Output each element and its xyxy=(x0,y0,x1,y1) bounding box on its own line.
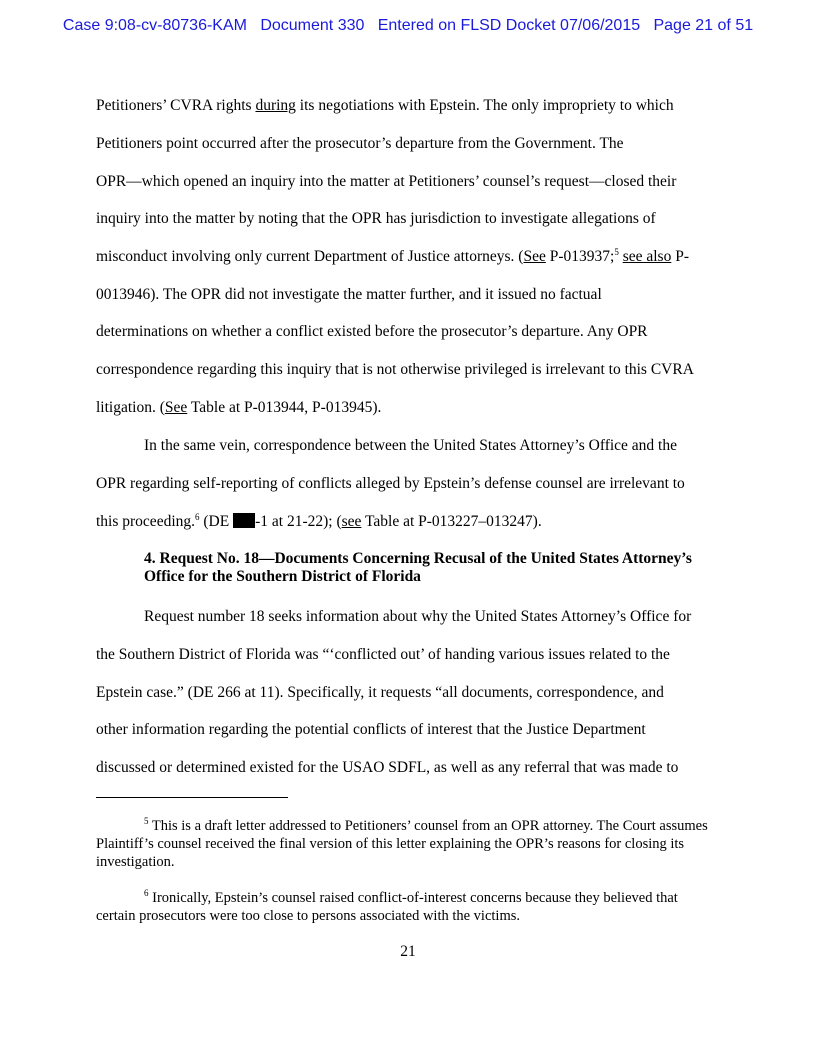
p1-line-4: inquiry into the matter by noting that the OPR has jurisdiction to investigate allegations of xyxy=(96,210,656,227)
page-number: 21 xyxy=(400,943,416,960)
redaction-block xyxy=(233,513,255,528)
footnote-ref-5: 5 xyxy=(614,247,619,257)
p3-line-5: discussed or determined existed for the USAO SDFL, as well as any referral that was made to xyxy=(96,759,679,776)
p2-line-1: In the same vein, correspondence between the United States Attorney’s Office and the xyxy=(144,437,677,454)
footnote-ref-6: 6 xyxy=(195,512,200,522)
p1-line-5: misconduct involving only current Department of Justice attorneys. (See P-013937;$^5$ see also P- xyxy=(96,247,689,265)
p3-line-3: Epstein case.” (DE 266 at 11). Specifically, it requests “all documents, correspondence, and xyxy=(96,684,664,701)
heading-line-1: 4. Request No. 18—Documents Concerning Recusal of the United States Attorney’s xyxy=(144,550,692,567)
footnote-separator xyxy=(96,797,288,798)
p3-line-2: the Southern District of Florida was “‘conflicted out’ of handing various issues related to the xyxy=(96,646,670,663)
p1-line-8: correspondence regarding this inquiry that is not otherwise privileged is irrelevant to this CVRA xyxy=(96,361,694,378)
footnote-mark-6: 6 xyxy=(144,888,149,898)
p1-line-1: Petitioners’ CVRA rights during its negotiations with Epstein. The only impropriety to which xyxy=(96,97,674,114)
p1-line-7: determinations on whether a conflict existed before the prosecutor’s departure. Any OPR xyxy=(96,323,648,340)
footnote-text-5: This is a draft letter addressed to Petitioners’ counsel from an OPR attorney. The Court assumes Plaintiff’s counsel received the final version of this letter explaining the OPR’s reasons for closing its investigation. xyxy=(96,818,708,870)
header-document: Document 330 xyxy=(260,17,365,34)
footnote-mark-5: 5 xyxy=(144,816,149,826)
p1-line-6: 0013946). The OPR did not investigate the matter further, and it issued no factual xyxy=(96,286,602,303)
p1-line-3: OPR—which opened an inquiry into the matter at Petitioners’ counsel’s request—closed their xyxy=(96,173,677,190)
p3-line-4: other information regarding the potential conflicts of interest that the Justice Department xyxy=(96,721,646,738)
footnote-6 xyxy=(96,889,720,925)
header-case: Case 9:08-cv-80736-KAM xyxy=(62,17,247,34)
p1-line-2: Petitioners point occurred after the prosecutor’s departure from the Government. The xyxy=(96,135,624,152)
footnote-text-6: Ironically, Epstein’s counsel raised conflict-of-interest concerns because they believed that certain prosecutors were too close to persons associated with the victims. xyxy=(96,890,678,924)
header-page: Page 21 of 51 xyxy=(653,17,754,34)
section-heading xyxy=(144,550,724,586)
header-entered: Entered on FLSD Docket 07/06/2015 xyxy=(377,17,641,34)
p2-line-3: this proceeding.$^6$ (DE -1 at 21-22); (see Table at P-013227–013247). xyxy=(96,512,542,530)
heading-line-2: Office for the Southern District of Florida xyxy=(144,568,421,585)
p3-line-1: Request number 18 seeks information about why the United States Attorney’s Office for xyxy=(144,608,692,625)
p1-line-9: litigation. (See Table at P-013944, P-013945). xyxy=(96,399,382,416)
footnote-5 xyxy=(96,817,720,871)
docket-header xyxy=(0,17,816,35)
p2-line-2: OPR regarding self-reporting of conflicts alleged by Epstein’s defense counsel are irrelevant to xyxy=(96,475,685,492)
